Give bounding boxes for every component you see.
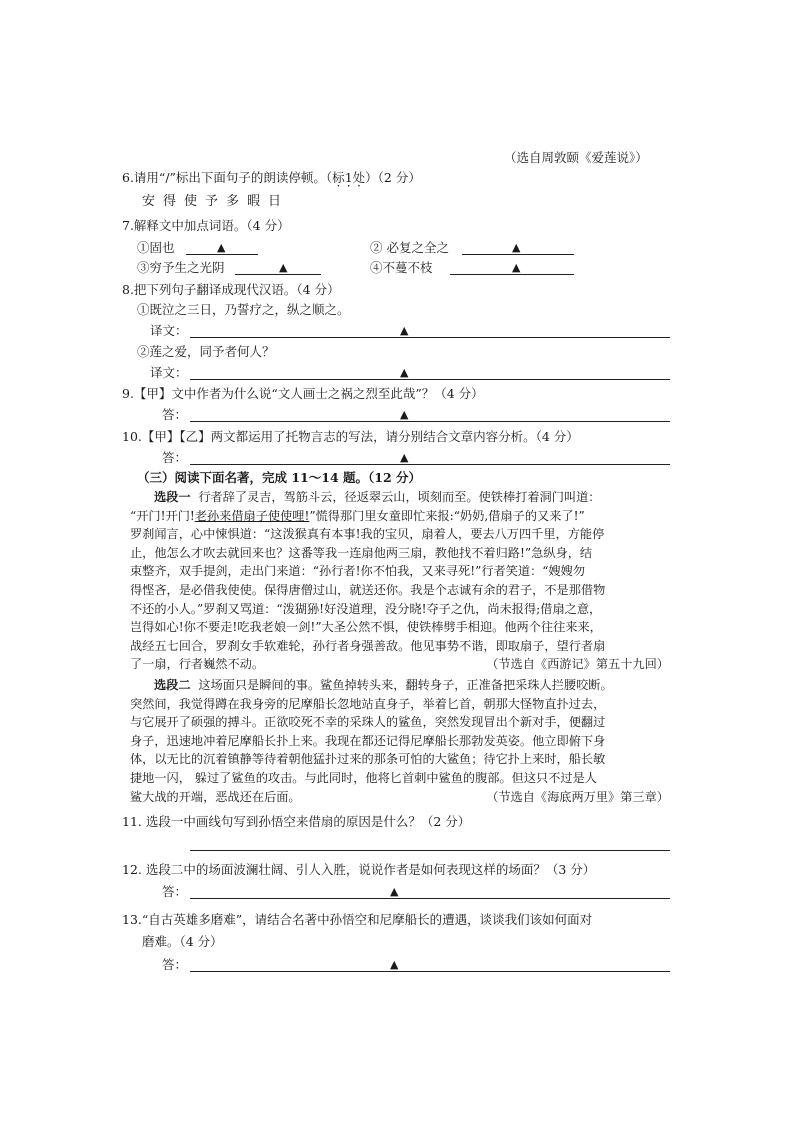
q8-sentence-1: ①既泣之三日，乃誓疗之，纵之顺之。	[137, 302, 350, 317]
answer-label: 答：	[162, 407, 188, 422]
passage-1-line: “开门!开门!	[130, 508, 195, 523]
q6-dotted-char: 标	[332, 170, 345, 185]
q8-answer-row-1	[150, 323, 672, 341]
passage-1-line: 了一扇，行者巍然不动。	[130, 657, 265, 672]
q6-text-after: ）（2 分）	[365, 170, 421, 185]
answer-marker: ▲	[217, 241, 226, 254]
passage-1-line: 罗刹闻言，心中悚惧道：“这泼猴真有本事!我的宝贝，扇着人，要去八万四千里，方能停	[130, 527, 605, 542]
passage-2-label: 选段二	[154, 678, 191, 692]
q7-item-1	[137, 240, 267, 258]
answer-marker: ▲	[400, 366, 409, 379]
q7-item-label: ①固也	[137, 240, 175, 255]
q9-answer-line[interactable]	[190, 407, 670, 422]
passage-2-source: （节选自《海底两万里》第三章）	[486, 789, 669, 804]
q6-dotted-char: 处	[352, 170, 366, 185]
answer-marker: ▲	[390, 958, 399, 971]
answer-marker: ▲	[279, 261, 288, 274]
passage-1	[130, 488, 675, 674]
passage-1-line: 行者辞了灵吉，驾筋斗云，径返翠云山，顷刻而至。使铁棒打着洞门叫道：	[198, 490, 601, 504]
answer-label: 答：	[162, 450, 188, 465]
q8-answer-line-1[interactable]	[190, 323, 670, 338]
answer-marker: ▲	[400, 408, 409, 421]
answer-label: 译文：	[150, 365, 188, 380]
q13-answer-line[interactable]	[190, 957, 670, 972]
q8-answer-line-2[interactable]	[190, 365, 670, 380]
passage-1-label: 选段一	[154, 490, 191, 504]
q7-item-4	[370, 260, 580, 278]
q7-title: 7.解释文中加点词语。（4 分）	[122, 218, 290, 233]
q9-prompt: 9.【甲】文中作者为什么说“文人画士之祸之烈至此哉”？（4 分）	[122, 386, 484, 401]
lotus-source: （选自周敦颐《爱莲说》）	[504, 150, 648, 165]
passage-2-line: 鲨大战的开端，恶战还在后面。	[130, 789, 301, 804]
q7-answer-line-3[interactable]	[235, 260, 321, 275]
q13-answer-row	[162, 957, 672, 975]
answer-marker: ▲	[512, 241, 521, 254]
answer-label: 答：	[162, 884, 188, 899]
q12-answer-row	[162, 884, 672, 902]
passage-1-line: 止，他怎么才吹去就回来也？这番等我一连扇他两三扇，教他找不着归路!”急纵身，结	[130, 545, 593, 560]
passage-2-line: 体，以无比的沉着镇静等待着朝他猛扑过来的那条可怕的大鲨鱼；待它扑上来时，船长敏	[130, 752, 606, 767]
passage-2-line: 身子，迅速地冲着尼摩船长扑上来。我现在都还记得尼摩船长那勃发英姿。他立即俯下身	[130, 733, 606, 748]
q9-answer-row	[162, 407, 672, 425]
q10-answer-row	[162, 450, 672, 468]
passage-2-line: 突然间，我觉得蹲在我身旁的尼摩船长忽地站直身子，举着匕首，朝那大怪物直扑过去，	[130, 696, 606, 711]
q7-item-2	[370, 240, 580, 258]
passage-2	[130, 676, 675, 806]
q7-item-label: ③穷予生之光阴	[137, 260, 225, 275]
q12-prompt: 12. 选段二中的场面波澜壮阔、引人入胜，说说作者是如何表现这样的场面？（3 分）	[122, 862, 596, 877]
passage-2-line: 这场面只是瞬间的事。鲨鱼掉转头来，翻转身子，正准备把采珠人拦腰咬断。	[198, 678, 613, 692]
q8-answer-row-2	[150, 365, 672, 383]
passage-1-underlined-sentence: 老孙来借扇子使使哩!	[194, 508, 310, 523]
answer-marker: ▲	[400, 451, 409, 464]
q8-sentence-2: ②莲之爱，同予者何人？	[137, 344, 275, 359]
q7-item-label: ④不蔓不枝	[370, 260, 433, 275]
q8-title: 8.把下列句子翻译成现代汉语。（4 分）	[122, 282, 340, 297]
passage-2-line: 与它展开了硕强的搏斗。正欲咬死不幸的采珠人的鲨鱼，突然发现冒出个新对手，便翻过	[130, 715, 606, 730]
passage-2-line: 捷地一闪， 躲过了鲨鱼的攻击。与此同时，他将匕首刺中鲨鱼的腹部。但这只不过是人	[130, 770, 597, 785]
passage-1-line: 岂得如心!你不要走!吃我老娘一剑!”大圣公然不惧，使铁棒劈手相迎。他两个往往来来，	[130, 620, 602, 635]
q11-prompt: 11. 选段一中画线句写到孙悟空来借扇的原因是什么？（2 分）	[122, 814, 471, 829]
q12-answer-line[interactable]	[190, 884, 670, 899]
q6-sentence: 安得使予多暇日	[142, 194, 290, 209]
q6-dotted-char: 1 ·	[345, 170, 353, 185]
q13-prompt-line-2: 磨难。（4 分）	[142, 934, 223, 949]
q7-item-3	[137, 260, 327, 278]
section-3-title: （三）阅读下面名著，完成 11～14 题。（12 分）	[137, 470, 421, 485]
q10-answer-line[interactable]	[190, 450, 670, 465]
passage-1-line: 不还的小人。”罗刹又骂道：“泼猢狲!好没道理，没分晓!夺子之仇，尚未报得;借扇之意，	[130, 601, 602, 616]
passage-1-source: （节选自《西游记》第五十九回）	[486, 657, 669, 672]
passage-1-line: ”慌得那门里女童即忙来报:“奶奶,借扇子的又来了!”	[309, 508, 585, 523]
q11-answer-line[interactable]	[190, 836, 670, 851]
passage-1-line: 束整齐，双手提剑，走出门来道：“孙行者!你不怕我，又来寻死!”行者笑道：“嫂嫂勿	[130, 564, 586, 579]
answer-marker: ▲	[512, 261, 521, 274]
q10-prompt: 10.【甲】【乙】两文都运用了托物言志的写法，请分别结合文章内容分析。（4 分）	[122, 429, 579, 444]
q6-text-before: 6.请用“/”标出下面句子的朗读停顿。（	[122, 170, 333, 185]
passage-1-line: 战经五七回合，罗刹女手软难轮，孙行者身强善敌。他见事势不谐，即取扇子，望行者扇	[130, 638, 606, 653]
answer-label: 译文：	[150, 323, 188, 338]
answer-marker: ▲	[400, 324, 409, 337]
answer-label: 答：	[162, 957, 188, 972]
q6-prompt	[122, 170, 421, 186]
q13-prompt-line-1: 13.“自古英雄多磨难”，请结合名著中孙悟空和尼摩船长的遭遇，谈谈我们该如何面对	[122, 912, 593, 927]
answer-marker: ▲	[390, 885, 399, 898]
passage-1-line: 得悭吝，是必借我使使。保得唐僧过山，就送还你。我是个志诚有余的君子，不是那借物	[130, 582, 606, 597]
q7-item-label: ② 必复之全之	[370, 240, 449, 255]
